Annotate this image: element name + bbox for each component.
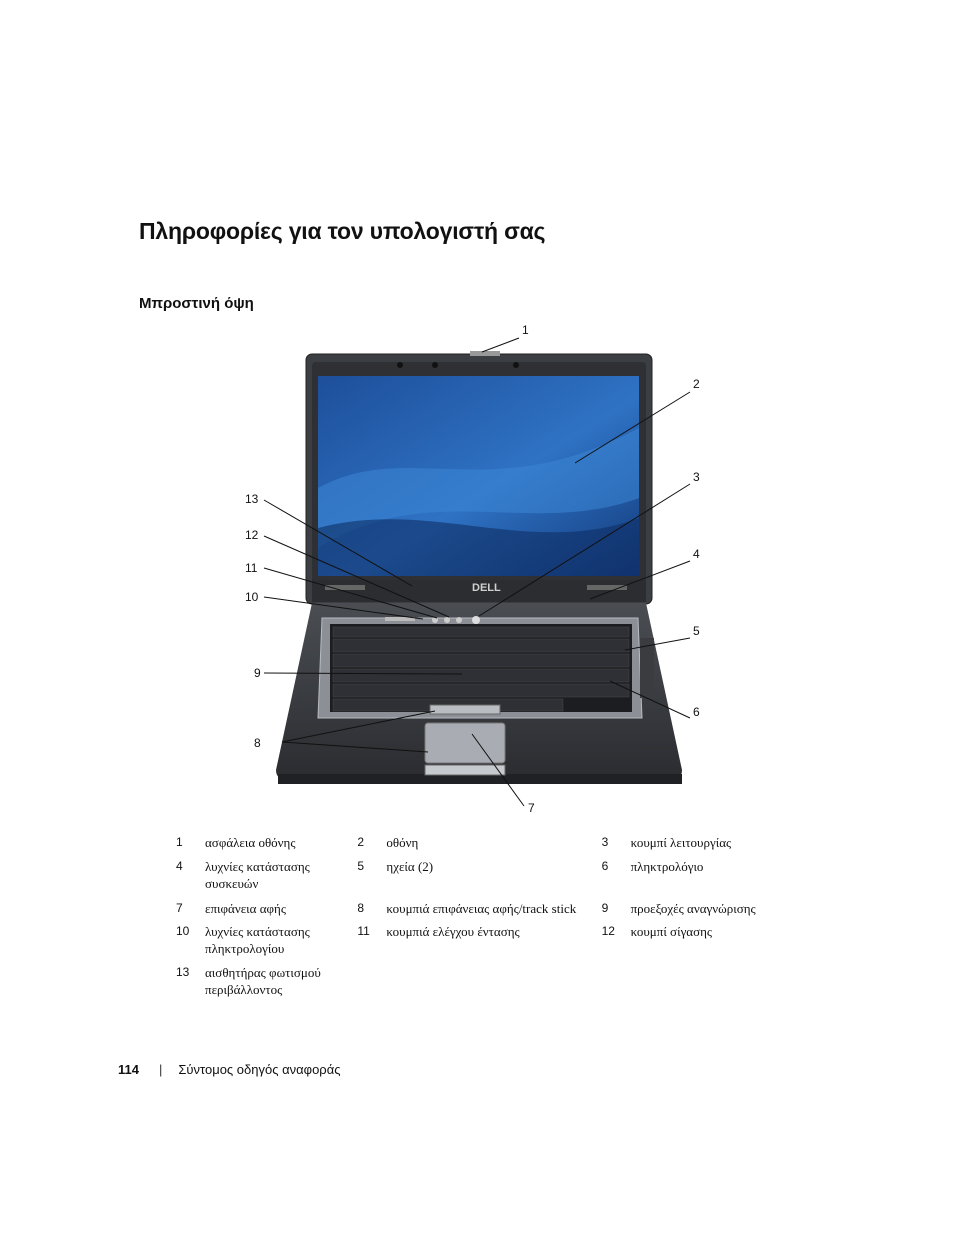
display-latch [470, 351, 500, 356]
callout-1: 1 [522, 323, 529, 337]
page-title: Πληροφορίες για τον υπολογιστή σας [139, 218, 546, 244]
laptop-front-view-figure [230, 318, 730, 823]
page-footer [118, 1062, 340, 1077]
callout-6: 6 [693, 705, 700, 719]
legend-row [176, 899, 776, 923]
legend-item: 6 πληκτρολόγιο [601, 859, 704, 874]
legend-table [176, 833, 776, 1004]
callout-10: 10 [245, 590, 259, 604]
callout-4: 4 [693, 547, 700, 561]
dell-logo: DELL [472, 582, 501, 594]
legend-item: 8 κουμπιά επιφάνειας αφής/track stick [357, 901, 577, 916]
page-number: 114 [118, 1062, 139, 1077]
legend-item: 12 κουμπί σίγασης [601, 924, 713, 939]
legend-row [176, 833, 776, 858]
legend-row [176, 923, 776, 964]
legend-item: 2 οθόνη [357, 835, 419, 850]
touchpad-buttons-top [430, 705, 500, 714]
callout-9: 9 [254, 666, 261, 680]
section-title: Μπροστινή όψη [139, 295, 254, 312]
legend-row [176, 964, 776, 1004]
touchpad [425, 723, 505, 763]
callout-12: 12 [245, 528, 259, 542]
legend-item: 13 αισθητήρας φωτισμού περιβάλλοντος [176, 965, 321, 997]
callout-3: 3 [693, 470, 700, 484]
document-title: Σύντομος οδηγός αναφοράς [178, 1062, 341, 1077]
callout-5: 5 [693, 624, 700, 638]
legend-item: 11 κουμπιά ελέγχου έντασης [357, 924, 520, 939]
touchpad-buttons-bottom [425, 765, 505, 775]
callout-8: 8 [254, 736, 261, 750]
legend-item: 3 κουμπί λειτουργίας [601, 835, 732, 850]
laptop-illustration [230, 318, 730, 823]
callout-7: 7 [528, 801, 535, 815]
callout-2: 2 [693, 377, 700, 391]
legend-item: 1 ασφάλεια οθόνης [176, 835, 296, 850]
footer-separator: | [158, 1062, 163, 1077]
callout-11: 11 [245, 561, 258, 575]
legend-item: 7 επιφάνεια αφής [176, 901, 286, 916]
legend-item: 10 λυχνίες κατάστασης πληκτρολογίου [176, 924, 310, 956]
callout-13: 13 [245, 492, 259, 506]
legend-item: 5 ηχεία (2) [357, 859, 434, 874]
legend-row [176, 858, 776, 899]
legend-item: 4 λυχνίες κατάστασης συσκευών [176, 859, 310, 891]
legend-item: 9 προεξοχές αναγνώρισης [601, 901, 756, 916]
